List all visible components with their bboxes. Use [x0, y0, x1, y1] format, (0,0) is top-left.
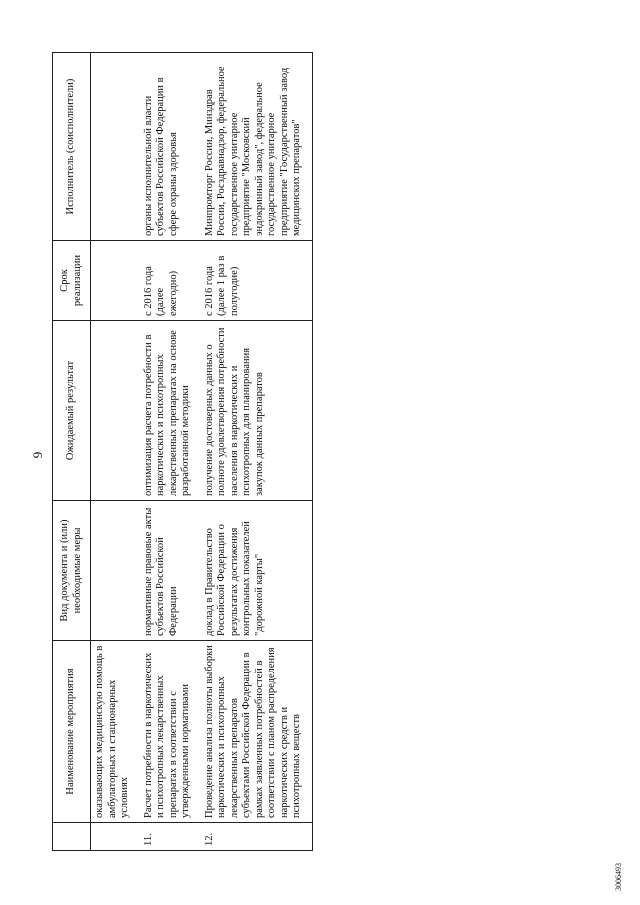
table-row: [201, 53, 313, 851]
header-number: [53, 823, 91, 851]
table-header-row: [53, 53, 91, 851]
table-row: [91, 53, 140, 851]
term: с 2016 года (далее ежегодно): [140, 241, 201, 321]
measure-name: Расчет потребности в наркотических и психотропных лекарственных препаратах в соответствии с утвержденными нормативами: [140, 641, 201, 823]
header-document-type: Вид документа и (или) необходимые меры: [53, 501, 91, 641]
row-number: [91, 823, 140, 851]
measure-name: оказывающих медицинскую помощь в амбулаторных и стационарных условиях: [91, 641, 140, 823]
document-type: доклад в Правительство Российской Федерации о результатах достижения контрольных показателей "дорожной карты": [201, 501, 313, 641]
header-measure-name: Наименование мероприятия: [53, 641, 91, 823]
header-term: Срок реализации: [53, 241, 91, 321]
table-row: [140, 53, 201, 851]
header-executor: Исполнитель (соисполнители): [53, 53, 91, 241]
executor: органы исполнительной власти субъектов Российской Федерации в сфере охраны здоровья: [140, 53, 201, 241]
measure-name: Проведение анализа полноты выборки наркотических и психотропных лекарственных препаратов субъектами Российской Федерации в рамках заявленных потребностей в соответствии с планом распределения наркотических средств и психотропных веществ: [201, 641, 313, 823]
document-id: 3006493: [614, 863, 623, 891]
expected-result: получение достоверных данных о полноте удовлетворения потребности населения в наркотических и психотропных для планирования закупок данных препаратов: [201, 321, 313, 501]
document-type: нормативные правовые акты субъектов Российской Федерации: [140, 501, 201, 641]
action-plan-table: [52, 52, 313, 851]
term: [91, 241, 140, 321]
header-expected-result: Ожидаемый результат: [53, 321, 91, 501]
expected-result: [91, 321, 140, 501]
row-number: 12.: [201, 823, 313, 851]
page-number: 9: [30, 451, 45, 459]
document-type: [91, 501, 140, 641]
executor: [91, 53, 140, 241]
term: с 2016 года (далее 1 раз в полугодие): [201, 241, 313, 321]
executor: Минпромторг России, Минздрав России, Росздравнадзор, федеральное государственное унитарное предприятие "Московский эндокринный завод", федеральное государственное унитарное предприятие "Государственный завод медицинских препаратов": [201, 53, 313, 241]
row-number: 11.: [140, 823, 201, 851]
expected-result: оптимизация расчета потребности в наркотических и психотропных лекарственных препаратах на основе разработанной методики: [140, 321, 201, 501]
